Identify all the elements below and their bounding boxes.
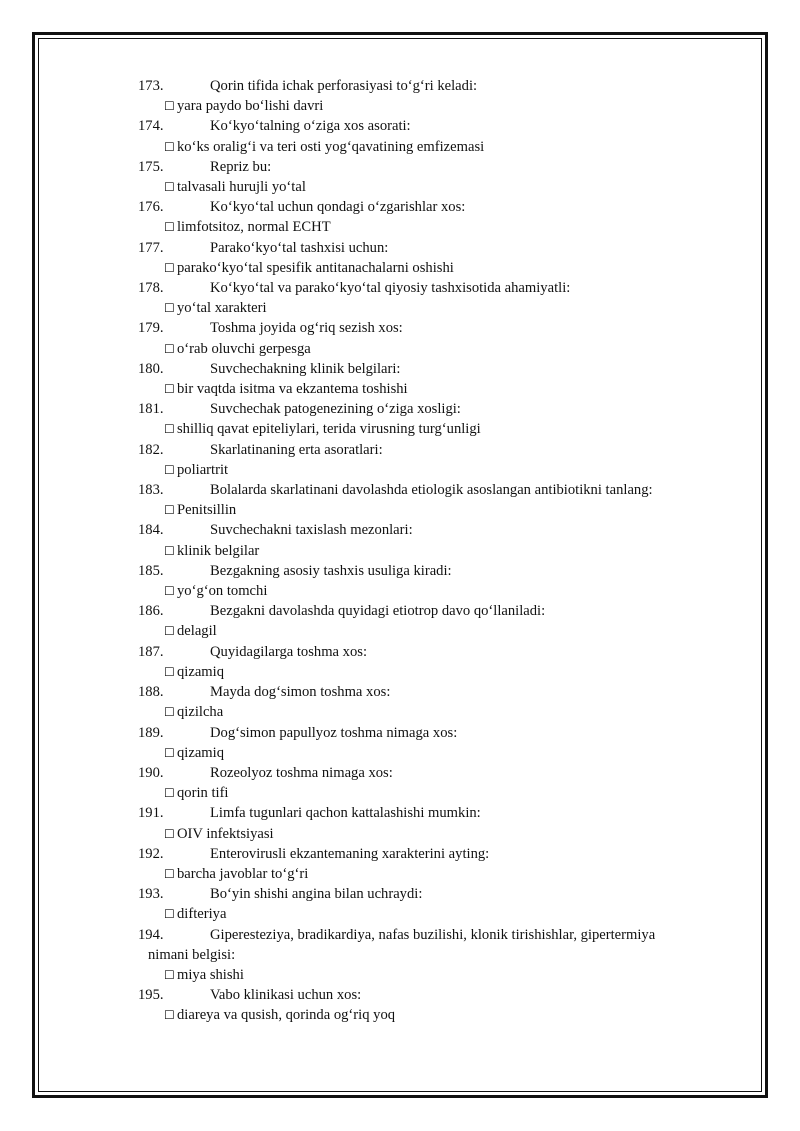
question-number: 176.	[138, 199, 164, 216]
answer-text: difteriya	[177, 906, 227, 923]
answer-marker-icon: ☐	[164, 866, 175, 881]
question-number: 178.	[138, 280, 164, 297]
question-text: Toshma joyida og‘riq sezish xos:	[210, 320, 403, 337]
question-number: 173.	[138, 78, 164, 94]
answer-text: parako‘kyo‘tal spesifik antitanachalarni oshishi	[177, 259, 454, 276]
question-number: 184.	[138, 522, 164, 539]
answer-text: qizilcha	[177, 704, 224, 721]
question-number: 188.	[138, 684, 164, 701]
question-number: 194.	[138, 926, 164, 943]
answer-text: miya shishi	[177, 966, 244, 983]
question-text: Vabo klinikasi uchun xos:	[210, 987, 362, 1004]
question-item	[138, 76, 718, 116]
question-text: Ko‘kyo‘talning o‘ziga xos asorati:	[210, 118, 411, 135]
question-number: 191.	[138, 805, 164, 822]
question-number: 175.	[138, 158, 164, 175]
answer-marker-icon: ☐	[164, 705, 175, 720]
question-item	[138, 278, 718, 318]
question-number: 174.	[138, 118, 164, 135]
question-number: 181.	[138, 401, 164, 418]
question-item	[138, 238, 718, 278]
answer-text: qizamiq	[177, 744, 225, 761]
question-number: 179.	[138, 320, 164, 337]
question-item	[138, 318, 718, 358]
question-number: 183.	[138, 482, 164, 499]
question-text: Enterovirusli ekzantemaning xarakterini ayting:	[210, 845, 490, 862]
question-item	[138, 985, 718, 1025]
answer-marker-icon: ☐	[164, 584, 175, 599]
answer-text: o‘rab oluvchi gerpesga	[177, 340, 311, 357]
answer-text: talvasali hurujli yo‘tal	[177, 179, 306, 196]
answer-marker-icon: ☐	[164, 907, 175, 922]
answer-marker-icon: ☐	[164, 543, 175, 558]
question-item	[138, 520, 718, 560]
answer-marker-icon: ☐	[164, 139, 175, 154]
answer-text: limfotsitoz, normal ECHT	[177, 219, 331, 236]
question-text: Bezgakning asosiy tashxis usuliga kiradi:	[210, 562, 452, 579]
question-text: Dog‘simon papullyoz toshma nimaga xos:	[210, 724, 458, 741]
answer-text: qorin tifi	[177, 785, 229, 802]
question-number: 186.	[138, 603, 164, 620]
answer-marker-icon: ☐	[164, 341, 175, 356]
answer-marker-icon: ☐	[164, 503, 175, 518]
answer-text: OIV infektsiyasi	[177, 825, 274, 842]
answer-marker-icon: ☐	[164, 624, 175, 639]
answer-text: klinik belgilar	[177, 542, 260, 559]
question-number: 185.	[138, 562, 164, 579]
question-number: 190.	[138, 764, 164, 781]
question-text: Giperesteziya, bradikardiya, nafas buzilishi, klonik tirishishlar, gipertermiya	[210, 926, 656, 943]
answer-text: poliartrit	[177, 461, 229, 478]
question-text: Skarlatinaning erta asoratlari:	[210, 441, 383, 458]
question-text: Bolalarda skarlatinani davolashda etiologik asoslangan antibiotikni tanlang:	[210, 482, 653, 499]
question-item	[138, 682, 718, 722]
answer-marker-icon: ☐	[164, 422, 175, 437]
answer-marker-icon: ☐	[164, 664, 175, 679]
question-item	[138, 157, 718, 197]
answer-marker-icon: ☐	[164, 745, 175, 760]
answer-text: yo‘g‘on tomchi	[177, 583, 268, 600]
answer-marker-icon: ☐	[164, 382, 175, 397]
question-text: Ko‘kyo‘tal uchun qondagi o‘zgarishlar xos:	[210, 199, 466, 216]
question-number: 189.	[138, 724, 164, 741]
question-item	[138, 116, 718, 156]
question-number: 182.	[138, 441, 164, 458]
question-text: Rozeolyoz toshma nimaga xos:	[210, 764, 393, 781]
question-text: Repriz bu:	[210, 158, 272, 175]
question-item	[138, 359, 718, 399]
answer-text: yara paydo bo‘lishi davri	[177, 98, 324, 115]
question-text: Suvchechak patogenezining o‘ziga xosligi:	[210, 401, 461, 418]
question-text: Ko‘kyo‘tal va parako‘kyo‘tal qiyosiy tashxisotida ahamiyatli:	[210, 280, 571, 297]
answer-marker-icon: ☐	[164, 826, 175, 841]
question-item	[138, 763, 718, 803]
question-list	[138, 76, 718, 1026]
answer-marker-icon: ☐	[164, 99, 175, 114]
question-item	[138, 642, 718, 682]
answer-marker-icon: ☐	[164, 220, 175, 235]
answer-text: delagil	[177, 623, 217, 640]
question-number: 193.	[138, 886, 164, 903]
question-text: Quyidagilarga toshma xos:	[210, 643, 367, 660]
question-item	[138, 925, 718, 986]
question-number: 192.	[138, 845, 164, 862]
question-item	[138, 561, 718, 601]
question-item	[138, 803, 718, 843]
question-text: Suvchechakning klinik belgilari:	[210, 360, 401, 377]
answer-marker-icon: ☐	[164, 260, 175, 275]
question-text: Mayda dog‘simon toshma xos:	[210, 684, 391, 701]
question-number: 195.	[138, 987, 164, 1004]
question-item	[138, 399, 718, 439]
question-item	[138, 884, 718, 924]
question-text: Qorin tifida ichak perforasiyasi to‘g‘ri keladi:	[210, 78, 478, 94]
question-item	[138, 723, 718, 763]
question-text: Bo‘yin shishi angina bilan uchraydi:	[210, 886, 423, 903]
question-number: 187.	[138, 643, 164, 660]
answer-marker-icon: ☐	[164, 1008, 175, 1023]
answer-text: Penitsillin	[177, 502, 237, 519]
question-text: Bezgakni davolashda quyidagi etiotrop davo qo‘llaniladi:	[210, 603, 546, 620]
question-text-continuation: nimani belgisi:	[148, 946, 236, 963]
answer-text: bir vaqtda isitma va ekzantema toshishi	[177, 381, 408, 398]
question-text: Parako‘kyo‘tal tashxisi uchun:	[210, 239, 389, 256]
answer-marker-icon: ☐	[164, 786, 175, 801]
answer-marker-icon: ☐	[164, 180, 175, 195]
answer-text: barcha javoblar to‘g‘ri	[177, 865, 309, 882]
question-number: 180.	[138, 360, 164, 377]
question-item	[138, 197, 718, 237]
answer-text: shilliq qavat epiteliylari, terida virusning turg‘unligi	[177, 421, 481, 438]
question-item	[138, 601, 718, 641]
question-text: Suvchechakni taxislash mezonlari:	[210, 522, 413, 539]
answer-marker-icon: ☐	[164, 967, 175, 982]
answer-text: yo‘tal xarakteri	[177, 300, 267, 317]
answer-marker-icon: ☐	[164, 462, 175, 477]
question-item	[138, 440, 718, 480]
answer-text: ko‘ks oralig‘i va teri osti yog‘qavatining emfizemasi	[177, 138, 485, 155]
answer-text: diareya va qusish, qorinda og‘riq yoq	[177, 1007, 396, 1024]
question-text: Limfa tugunlari qachon kattalashishi mumkin:	[210, 805, 481, 822]
question-number: 177.	[138, 239, 164, 256]
answer-marker-icon: ☐	[164, 301, 175, 316]
answer-text: qizamiq	[177, 663, 225, 680]
question-item	[138, 480, 718, 520]
question-item	[138, 844, 718, 884]
